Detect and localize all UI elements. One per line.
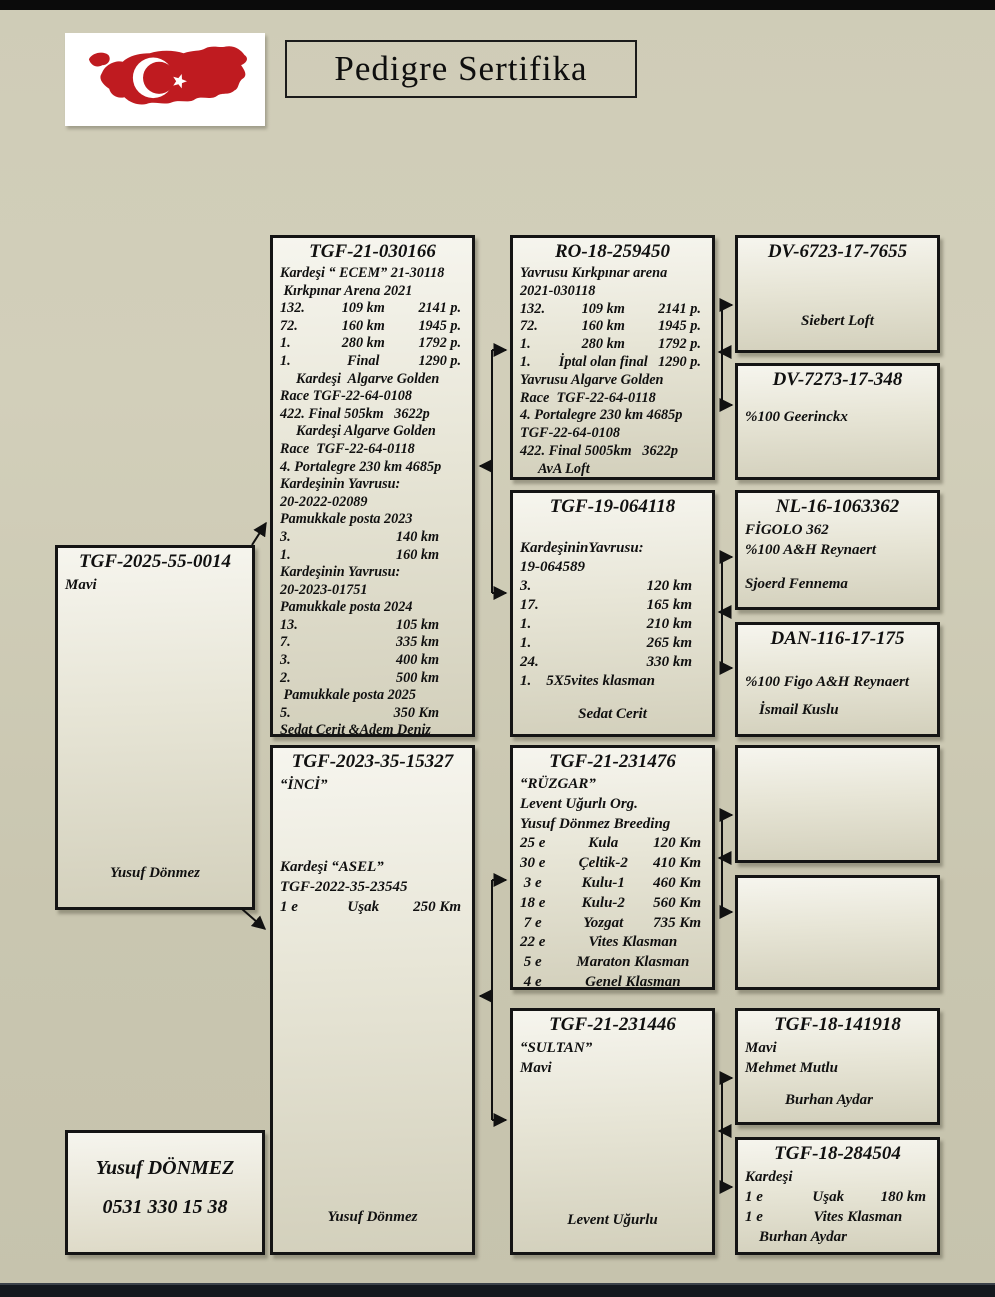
connector-granddam1-parents [719,557,732,668]
ring-number: TGF-21-231446 [549,1014,676,1035]
pedigree-box-ggparent-1 [735,235,940,353]
owner-phone: 0531 330 15 38 [102,1196,228,1218]
ring-number [738,748,937,749]
pedigree-box-grandsire-1 [510,235,715,480]
ring-number: DV-6723-17-7655 [767,241,908,262]
top-bar [0,0,995,10]
connector-granddam2-parents [719,1078,732,1187]
owner-name: Yusuf DÖNMEZ [95,1157,235,1179]
box-details: Mavi Mehmet Mutlu Burhan Aydar [745,1040,873,1108]
pedigree-box-ggparent-7 [735,1008,940,1125]
pedigree-box-subject [55,545,255,910]
pedigree-box-dam [270,745,475,1255]
pedigree-box-granddam-2 [510,1008,715,1255]
connector-dam-parents [480,880,506,1120]
box-details: “SULTAN” Mavi Levent Uğurlu [520,1040,658,1228]
box-details: FİGOLO 362 %100 A&H Reynaert Sjoerd Fennema [745,522,877,592]
pedigree-box-ggparent-4 [735,622,940,737]
bottom-bar [0,1283,995,1297]
connector-grandsire2-parents [719,815,732,912]
box-details: %100 Figo A&H Reynaert İsmail Kuslu [745,674,910,718]
box-details: KardeşininYavrusu: 19-064589 3. 120 km 17. 165 km 1. 210 km 1. 265 km 24. 330 km 1. 5X5vites klasman Sedat Cerit [520,540,692,722]
ring-number: TGF-19-064118 [549,496,676,517]
ring-number: TGF-2023-35-15327 [291,751,454,772]
box-details: Mavi Yusuf Dönmez [65,577,200,881]
connector-subject-to-sire [252,523,266,545]
box-details: Kardeşi “ ECEM” 21-30118 Kırkpınar Arena 2021 132. 109 km 2141 p. 72. 160 km 1945 p. 1. 280 km 1792 p. 1. Final 1290 p. Kardeşi Algarve Golden Race TGF-22-64-0108 422. Final 505km 3622p Kardeşi Algarve Golden Race TGF-22-64-0118 4. Portalegre 230 km 4685p Kardeşinin Yavrusu: 20-2022-02089 Pamukkale posta 2023 3. 140 km 1. 160 km Kardeşinin Yavrusu: 20-2023-01751 Pamukkale posta 2024 13. 105 km 7. 335 km 3. 400 km 2. 500 km Pamukkale posta 2025 5. 350 Km Sedat Cerit &Adem Deniz [280,265,461,739]
connector-subject-to-dam [242,909,265,929]
ring-number: TGF-2025-55-0014 [79,551,231,572]
ring-number: DV-7273-17-348 [772,369,903,390]
box-details: %100 Geerinckx [745,409,848,425]
ring-number: TGF-18-284504 [774,1143,901,1164]
ring-number: DAN-116-17-175 [770,628,905,649]
ring-number: TGF-21-231476 [549,751,676,772]
ring-number: RO-18-259450 [554,241,671,262]
pedigree-box-ggparent-8 [735,1137,940,1255]
ring-number: TGF-21-030166 [309,241,436,262]
page-title-text: Pedigre Sertifika [334,49,588,88]
ring-number: NL-16-1063362 [775,496,900,517]
pedigree-box-ggparent-6-empty [735,875,940,990]
pedigree-box-grandsire-2 [510,745,715,990]
connector-sire-parents [480,350,506,593]
pedigree-box-ggparent-2 [735,363,940,480]
ring-number [738,878,937,879]
box-details: Kardeşi 1 e Uşak 180 km 1 e Vites Klasman Burhan Aydar [745,1169,926,1245]
pedigree-box-ggparent-3 [735,490,940,610]
box-details: Siebert Loft [801,313,874,329]
box-details: “İNCİ” Kardeşi “ASEL” TGF-2022-35-23545 1 e Uşak 250 Km Yusuf Dönmez [280,777,461,1225]
turkey-map-graphic [65,33,265,126]
page-title [285,40,637,98]
box-details: “RÜZGAR” Levent Uğurlı Org. Yusuf Dönmez Breeding 25 e Kula 120 Km 30 e Çeltik-2 410 Km 3 e Kulu-1 460 Km 18 e Kulu-2 560 Km 7 e Yozgat 735 Km 22 e Vites Klasman 5 e Maraton Klasman 4 e Genel Klasman [520,776,701,990]
connector-grandsire1-parents [719,305,732,405]
pedigree-box-granddam-1 [510,490,715,737]
pedigree-box-ggparent-5-empty [735,745,940,863]
turkey-map-flag-icon [65,33,265,126]
pedigree-box-sire [270,235,475,737]
ring-number: TGF-18-141918 [774,1014,901,1035]
owner-contact-box [65,1130,265,1255]
box-details: Yavrusu Kırkpınar arena 2021-030118 132. 109 km 2141 p. 72. 160 km 1945 p. 1. 280 km 1792 p. 1. İptal olan final 1290 p. Yavrusu Algarve Golden Race TGF-22-64-0118 4. Portalegre 230 km 4685p TGF-22-64-0108 422. Final 5005km 3622p AvA Loft [520,265,701,477]
